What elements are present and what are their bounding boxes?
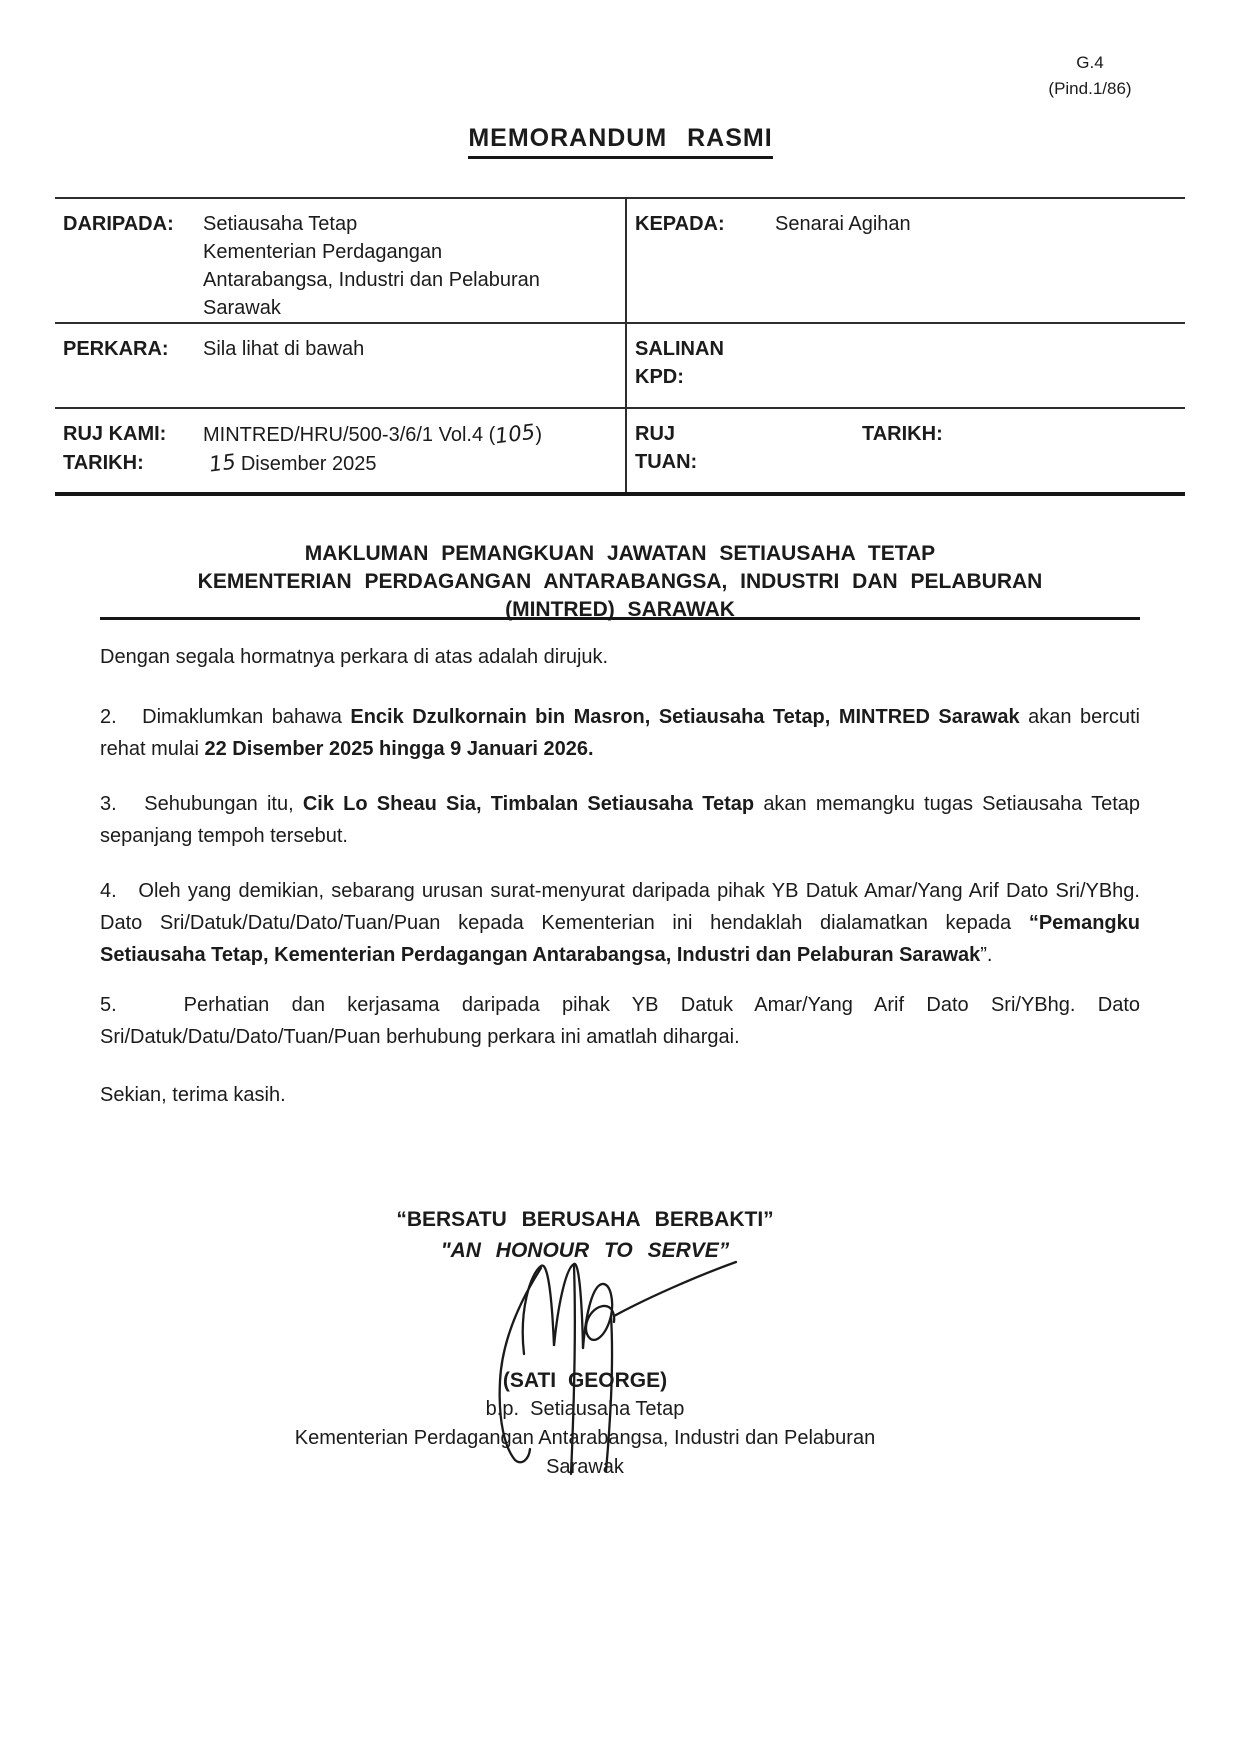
tarikh-month-year: Disember 2025 [240, 453, 377, 475]
table-row-ruj-tarikh [55, 409, 1185, 492]
body-text [100, 641, 1140, 1111]
kepada-value: Senarai Agihan [775, 213, 911, 235]
table-row-perkara-salinan [55, 324, 1185, 409]
cell-salinan [625, 324, 1185, 407]
kepada-label: KEPADA: [635, 213, 725, 235]
signature-stroke [614, 1262, 736, 1316]
signature-org-line2: Sarawak [546, 1456, 624, 1478]
motto-line2: "AN HONOUR TO SERVE” [440, 1239, 730, 1262]
signature-stroke [523, 1264, 583, 1354]
tarikh-right-label: TARIKH: [862, 423, 943, 445]
ruj-kami-ref: MINTRED/HRU/500-3/6/1 Vol.4 ( [203, 424, 496, 446]
daripada-value [203, 210, 617, 322]
motto-line1: “BERSATU BERUSAHA BERBAKTI” [396, 1208, 774, 1231]
ruj-kami-handwritten-number: 105 [494, 419, 537, 449]
subject-heading [100, 540, 1140, 624]
cell-daripada [55, 199, 625, 322]
perkara-value: Sila lihat di bawah [203, 338, 365, 360]
subject-line3: (MINTRED) SARAWAK [505, 598, 735, 621]
ruj-tuan-label-line2: TUAN: [635, 451, 698, 473]
subject-line1: MAKLUMAN PEMANGKUAN JAWATAN SETIAUSAHA TETAP [304, 542, 936, 565]
daripada-line: Sarawak [203, 297, 281, 319]
signature-block [0, 1366, 1170, 1482]
form-revision: (Pind.1/86) [1048, 79, 1132, 98]
ruj-kami-value [203, 420, 617, 449]
salinan-label-line2: KPD: [635, 366, 684, 388]
cell-ruj-tuan [625, 409, 1185, 492]
document-title-wrap [0, 124, 1241, 159]
table-row-daripada-kepada [55, 199, 1185, 324]
document-title: MEMORANDUM RASMI [468, 124, 772, 159]
daripada-line: Kementerian Perdagangan [203, 241, 443, 263]
subject-line2: KEMENTERIAN PERDAGANGAN ANTARABANGSA, INDUSTRI DAN PELABURAN [197, 570, 1043, 593]
paragraph-4: 4. Oleh yang demikian, sebarang urusan surat-menyurat daripada pihak YB Datuk Amar/Yang Arif Dato Sri/YBhg. Dato Sri/Datuk/Datu/Dato/Tuan/Puan kepada Kementerian ini hendaklah dialamatkan kepada “Pemangku Setiausaha Tetap, Kementerian Perdagangan Antarabangsa, Industri dan Pelaburan Sarawak”. [100, 880, 1140, 966]
cell-perkara [55, 324, 625, 407]
ruj-kami-label: RUJ KAMI: [63, 423, 167, 445]
paragraph-3: 3. Sehubungan itu, Cik Lo Sheau Sia, Timbalan Setiausaha Tetap akan memangku tugas Setiausaha Tetap sepanjang tempoh tersebut. [100, 793, 1141, 847]
cell-ruj-kami [55, 409, 625, 492]
memo-header-table [55, 197, 1185, 496]
tarikh-label: TARIKH: [63, 452, 144, 474]
signature-on-behalf: b.p. Setiausaha Tetap [485, 1398, 685, 1420]
perkara-label: PERKARA: [63, 338, 169, 360]
signatory-name: (SATI GEORGE) [502, 1369, 668, 1392]
ruj-kami-ref-close: ) [535, 424, 543, 446]
ruj-tuan-label-line1: RUJ [635, 423, 676, 445]
subject-underline-rule [100, 617, 1140, 620]
daripada-line: Antarabangsa, Industri dan Pelaburan [203, 269, 540, 291]
tarikh-value [203, 449, 617, 478]
form-code: G.4 [1076, 53, 1104, 72]
salinan-label-line1: SALINAN [635, 338, 724, 360]
daripada-label: DARIPADA: [63, 213, 174, 235]
daripada-line: Setiausaha Tetap [203, 213, 358, 235]
tarikh-handwritten-day: 15 [207, 449, 237, 477]
signature-stroke [583, 1284, 614, 1348]
signature-org-line1: Kementerian Perdagangan Antarabangsa, Industri dan Pelaburan [294, 1427, 876, 1449]
cell-kepada [625, 199, 1185, 322]
paragraph-2: 2. Dimaklumkan bahawa Encik Dzulkornain bin Masron, Setiausaha Tetap, MINTRED Sarawak akan bercuti rehat mulai 22 Disember 2025 hingga 9 Januari 2026. [100, 706, 1140, 760]
paragraph-5: 5. Perhatian dan kerjasama daripada pihak YB Datuk Amar/Yang Arif Dato Sri/YBhg. Dato Sri/Datuk/Datu/Dato/Tuan/Puan berhubung perkara ini amatlah dihargai. [100, 994, 1140, 1048]
motto-block [0, 1204, 1170, 1266]
paragraph-1: Dengan segala hormatnya perkara di atas adalah dirujuk. [100, 646, 609, 668]
form-code-block [1015, 50, 1165, 102]
closing-line: Sekian, terima kasih. [100, 1084, 286, 1106]
